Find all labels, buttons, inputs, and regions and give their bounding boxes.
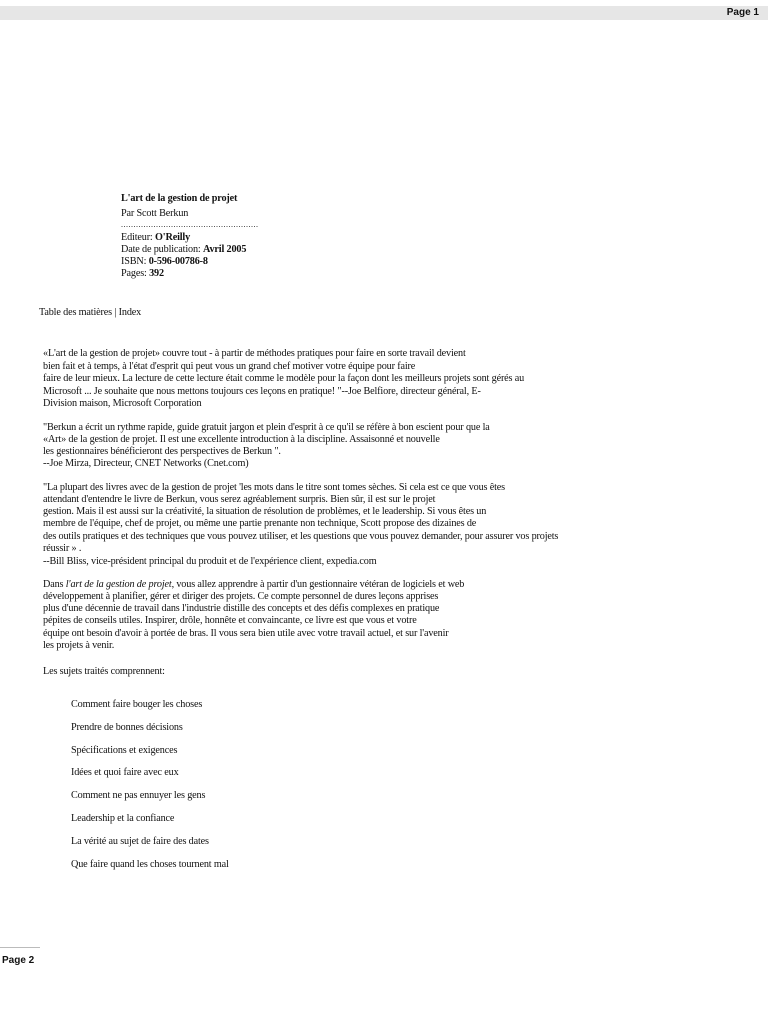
isbn-line bbox=[121, 256, 208, 268]
description-suffix: , vous allez apprendre à partir d'un gestionnaire vétéran de logiciels et web bbox=[171, 579, 465, 590]
topic-item: Que faire quand les choses tournent mal bbox=[71, 859, 229, 870]
topic-item: La vérité au sujet de faire des dates bbox=[71, 836, 209, 847]
page-2-label: Page 2 bbox=[2, 955, 35, 966]
quote1-line: bien fait et à temps, à l'état d'esprit qui peut vous un grand chef motiver votre équipe pour faire bbox=[43, 361, 416, 372]
topic-item: Spécifications et exigences bbox=[71, 745, 178, 756]
quote2-line: --Joe Mirza, Directeur, CNET Networks (Cnet.com) bbox=[43, 458, 249, 469]
isbn-value: 0-596-00786-8 bbox=[148, 256, 208, 267]
editor-line bbox=[121, 232, 190, 244]
quote3-line: "La plupart des livres avec de la gestion de projet 'les mots dans le titre sont tomes sèches. Si cela est ce que vous êtes bbox=[43, 482, 505, 493]
pubdate-label: Date de publication: bbox=[121, 244, 201, 255]
quote1-line: Microsoft ... Je souhaite que nous mettons toujours ces leçons en pratique! "--Joe Belfiore, directeur général, E- bbox=[43, 386, 481, 397]
quote3-line: gestion. Mais il est aussi sur la créativité, la situation de résolution de problèmes, et le leadership. Si vous êtes un bbox=[43, 506, 487, 517]
topic-item: Idées et quoi faire avec eux bbox=[71, 767, 179, 778]
topic-item: Prendre de bonnes décisions bbox=[71, 722, 183, 733]
quote3-line: --Bill Bliss, vice-président principal du produit et de l'expérience client, expedia.com bbox=[43, 556, 377, 567]
topic-item: Comment ne pas ennuyer les gens bbox=[71, 790, 206, 801]
quote3-line: réussir » . bbox=[43, 543, 82, 554]
isbn-label: ISBN: bbox=[121, 256, 147, 267]
editor-label: Editeur: bbox=[121, 232, 153, 243]
quote3-line: des outils pratiques et des techniques que vous pouvez utiliser, et les questions que vous pouvez demander, pour assurer vos projets bbox=[43, 531, 559, 542]
editor-value: O'Reilly bbox=[155, 232, 191, 243]
pages-label: Pages: bbox=[121, 268, 147, 279]
quote1-line: Division maison, Microsoft Corporation bbox=[43, 398, 202, 409]
quote2-line: "Berkun a écrit un rythme rapide, guide gratuit jargon et plein d'esprit à ce qu'il se réfère à bon escient pour que la bbox=[43, 422, 490, 433]
description-line: les projets à venir. bbox=[43, 640, 115, 651]
top-page-bar bbox=[0, 6, 768, 20]
description-line: équipe ont besoin d'avoir à portée de bras. Il vous sera bien utile avec votre travail actuel, et sur l'avenir bbox=[43, 628, 449, 639]
page-1-label: Page 1 bbox=[726, 7, 759, 18]
description-prefix: Dans bbox=[43, 579, 66, 590]
description-line: plus d'une décennie de travail dans l'industrie distille des concepts et des défis complexes en pratique bbox=[43, 603, 440, 614]
topics-intro: Les sujets traités comprennent: bbox=[43, 666, 165, 677]
pages-line bbox=[121, 268, 164, 280]
topic-item: Leadership et la confiance bbox=[71, 813, 175, 824]
description-line: pépites de conseils utiles. Inspirer, drôle, honnête et convaincante, ce livre est que vous et votre bbox=[43, 615, 417, 626]
description-book-title: l'art de la gestion de projet bbox=[65, 579, 172, 590]
pages-value: 392 bbox=[149, 268, 164, 279]
quote1-line: faire de leur mieux. La lecture de cette lecture était comme le modèle pour la façon dont les meilleurs projets sont gérés au bbox=[43, 373, 525, 384]
book-author: Par Scott Berkun bbox=[121, 208, 189, 219]
separator-dots: ....................................................... bbox=[121, 220, 259, 229]
toc-index-link[interactable]: Table des matières | Index bbox=[39, 307, 142, 318]
quote2-line: les gestionnaires bénéficieront des perspectives de Berkun ". bbox=[43, 446, 281, 457]
description-first-line bbox=[43, 579, 464, 591]
description-line: développement à planifier, gérer et diriger des projets. Ce compte personnel de dures leçons apprises bbox=[43, 591, 439, 602]
pubdate-value: Avril 2005 bbox=[203, 244, 247, 255]
quote2-line: «Art» de la gestion de projet. Il est une excellente introduction à la discipline. Assaisonné et nouvelle bbox=[43, 434, 440, 445]
quote3-line: membre de l'équipe, chef de projet, ou même une partie prenante non technique, Scott propose des dizaines de bbox=[43, 518, 477, 529]
quote1-line: «L'art de la gestion de projet» couvre tout - à partir de méthodes pratiques pour faire en sorte travail devient bbox=[43, 348, 466, 359]
book-title: L'art de la gestion de projet bbox=[121, 193, 238, 204]
topic-item: Comment faire bouger les choses bbox=[71, 699, 203, 710]
pubdate-line bbox=[121, 244, 246, 256]
quote3-line: attendant d'entendre le livre de Berkun, vous serez agréablement surpris. Bien sûr, il est sur le projet bbox=[43, 494, 436, 505]
page-divider bbox=[0, 947, 40, 948]
